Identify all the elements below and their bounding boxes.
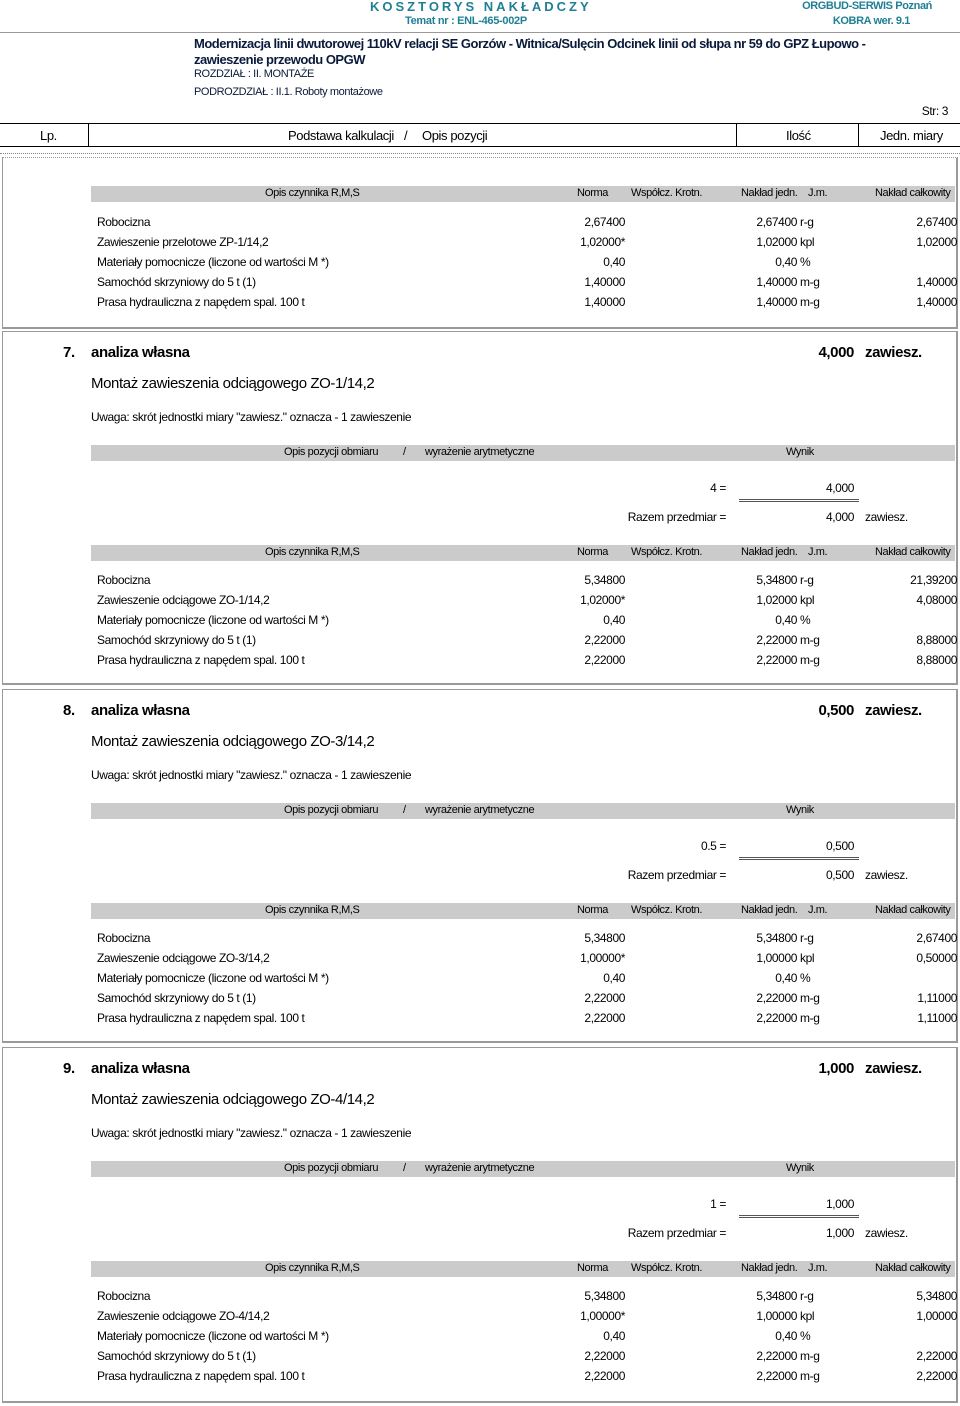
resource-naklad-calk: 5,34800 [916,1289,957,1303]
measure-sum-line [739,1215,859,1218]
resource-table-header [91,186,955,202]
resource-header-norma: Norma [577,546,609,558]
column-divider [858,124,859,146]
document-subject: Temat nr : ENL-465-002P [405,15,527,27]
col-podstawa: Podstawa kalkulacji [288,128,394,143]
position-block [2,1047,958,1403]
resource-naklad-jedn: 2,22000 [756,1011,797,1025]
measure-header-wynik: Wynik [786,1162,814,1174]
resource-name: Materiały pomocnicze (liczone od wartości M *) [97,613,329,627]
measure-result: 0,500 [825,839,854,853]
resource-row [97,235,959,255]
resource-unit: m-g [800,653,820,667]
total-measure-label: Razem przedmiar = [627,868,726,882]
resource-norma: 0,40 [603,613,625,627]
position-note: Uwaga: skrót jednostki miary "zawiesz." oznacza - 1 zawieszenie [91,410,412,424]
resource-header-opis: Opis czynnika R,M,S [265,904,360,916]
resource-header-opis: Opis czynnika R,M,S [265,546,360,558]
resource-unit: m-g [800,633,820,647]
resource-unit: r-g [800,215,814,229]
resource-row [97,633,959,653]
resource-header-opis: Opis czynnika R,M,S [265,1262,360,1274]
resource-header-wspolcz: Współcz. Krotn. [631,1262,703,1274]
resource-table-header [91,545,955,561]
measure-result: 4,000 [825,481,854,495]
resource-header-naklad-calk: Nakład całkowity [875,1262,951,1274]
resource-naklad-calk: 1,02000 [916,235,957,249]
measure-header-opis: Opis pozycji obmiaru [284,804,379,816]
position-number: 8. [63,702,75,719]
position-unit: zawiesz. [865,344,922,361]
resource-table-header [91,1261,955,1277]
resource-unit: % [800,255,811,269]
measure-table-header [91,1161,955,1177]
resource-name: Zawieszenie odciągowe ZO-3/14,2 [97,951,270,965]
resource-row [97,1369,959,1389]
resource-name: Robocizna [97,573,151,587]
resource-unit: r-g [800,573,814,587]
resource-norma: 1,02000* [580,235,625,249]
resource-norma: 0,40 [603,1329,625,1343]
resource-row [97,1329,959,1349]
resource-name: Samochód skrzyniowy do 5 t (1) [97,991,256,1005]
resource-unit: m-g [800,991,820,1005]
resource-naklad-calk: 1,40000 [916,275,957,289]
resource-header-norma: Norma [577,904,609,916]
resource-unit: kpl [800,235,815,249]
resource-row [97,593,959,613]
resource-header-norma: Norma [577,187,609,199]
position-unit: zawiesz. [865,1060,922,1077]
resource-naklad-jedn: 0,40 [775,613,797,627]
position-note: Uwaga: skrót jednostki miary "zawiesz." oznacza - 1 zawieszenie [91,768,412,782]
resource-name: Prasa hydrauliczna z napędem spal. 100 t [97,295,305,309]
resource-naklad-calk: 2,22000 [916,1349,957,1363]
resource-naklad-jedn: 5,34800 [756,931,797,945]
total-measure-value: 4,000 [825,510,854,524]
measure-header-wyrazenie: wyrażenie arytmetyczne [425,804,535,816]
measure-table-header [91,803,955,819]
resource-row [97,1349,959,1369]
column-header-bar [0,123,960,147]
resource-header-jm: J.m. [808,904,828,916]
total-measure-label: Razem przedmiar = [627,510,726,524]
resource-name: Prasa hydrauliczna z napędem spal. 100 t [97,653,305,667]
resource-header-naklad-jedn: Nakład jedn. [741,546,798,558]
resource-unit: r-g [800,1289,814,1303]
resource-naklad-jedn: 1,00000 [756,951,797,965]
position-quantity: 1,000 [818,1060,854,1077]
resource-header-naklad-jedn: Nakład jedn. [741,1262,798,1274]
measure-header-opis: Opis pozycji obmiaru [284,1162,379,1174]
resource-header-jm: J.m. [808,187,828,199]
measure-expression: 4 = [710,481,726,495]
position-quantity: 0,500 [818,702,854,719]
resource-naklad-jedn: 1,40000 [756,275,797,289]
resource-header-naklad-calk: Nakład całkowity [875,546,951,558]
resource-row [97,255,959,275]
resource-header-opis: Opis czynnika R,M,S [265,187,360,199]
resource-name: Materiały pomocnicze (liczone od wartości M *) [97,1329,329,1343]
total-measure-unit: zawiesz. [865,1226,908,1240]
resource-name: Robocizna [97,215,151,229]
resource-naklad-jedn: 0,40 [775,971,797,985]
resource-norma: 2,22000 [584,653,625,667]
col-ilosc: Ilość [786,128,811,143]
resource-naklad-calk: 1,00000 [916,1309,957,1323]
resource-header-jm: J.m. [808,546,828,558]
position-basis: analiza własna [91,1060,190,1077]
total-measure-label: Razem przedmiar = [627,1226,726,1240]
position-description: Montaż zawieszenia odciągowego ZO-4/14,2 [91,1091,375,1108]
resource-unit: % [800,1329,811,1343]
resource-row [97,653,959,673]
resource-norma: 1,00000* [580,1309,625,1323]
resource-row [97,1011,959,1031]
resource-row [97,1309,959,1329]
resource-row [97,971,959,991]
measure-header-wyrazenie: wyrażenie arytmetyczne [425,446,535,458]
resource-unit: % [800,613,811,627]
document-title: KOSZTORYS NAKŁADCZY [370,0,592,14]
resource-row [97,951,959,971]
resource-naklad-jedn: 2,22000 [756,1349,797,1363]
measure-header-wynik: Wynik [786,804,814,816]
measure-sum-line [739,857,859,860]
resource-naklad-calk: 21,39200 [910,573,957,587]
resource-norma: 2,22000 [584,991,625,1005]
resource-row [97,275,959,295]
position-block [2,689,958,1043]
resource-norma: 5,34800 [584,931,625,945]
resource-name: Samochód skrzyniowy do 5 t (1) [97,275,256,289]
resource-naklad-calk: 1,11000 [917,1011,957,1025]
resource-norma: 2,22000 [584,1011,625,1025]
resource-naklad-jedn: 1,02000 [756,593,797,607]
col-separator: / [404,128,408,143]
resource-norma: 1,40000 [584,295,625,309]
column-divider [736,124,737,146]
position-note: Uwaga: skrót jednostki miary "zawiesz." oznacza - 1 zawieszenie [91,1126,412,1140]
measure-result: 1,000 [825,1197,854,1211]
resource-naklad-jedn: 5,34800 [756,573,797,587]
measure-header-separator: / [403,446,406,458]
resource-row [97,931,959,951]
col-jedn: Jedn. miary [880,128,943,143]
resource-norma: 1,40000 [584,275,625,289]
total-measure-value: 1,000 [825,1226,854,1240]
position-description: Montaż zawieszenia odciągowego ZO-1/14,2 [91,375,375,392]
measure-expression: 1 = [710,1197,726,1211]
resource-naklad-jedn: 2,22000 [756,1369,797,1383]
subchapter-label: PODROZDZIAŁ : II.1. Roboty montażowe [194,86,383,98]
resource-header-naklad-jedn: Nakład jedn. [741,904,798,916]
resource-naklad-calk: 2,67400 [916,215,957,229]
measure-table-header [91,445,955,461]
resource-name: Zawieszenie przelotowe ZP-1/14,2 [97,235,269,249]
position-unit: zawiesz. [865,702,922,719]
resource-name: Prasa hydrauliczna z napędem spal. 100 t [97,1011,305,1025]
resource-naklad-jedn: 1,40000 [756,295,797,309]
measure-header-wyrazenie: wyrażenie arytmetyczne [425,1162,535,1174]
resource-naklad-calk: 1,11000 [917,991,957,1005]
resource-naklad-calk: 8,88000 [916,633,957,647]
resource-norma: 2,22000 [584,1369,625,1383]
resource-name: Samochód skrzyniowy do 5 t (1) [97,1349,256,1363]
resource-norma: 5,34800 [584,1289,625,1303]
resource-naklad-jedn: 0,40 [775,255,797,269]
position-number: 9. [63,1060,75,1077]
col-lp: Lp. [40,128,57,143]
measure-sum-line [739,499,859,502]
total-measure-value: 0,500 [825,868,854,882]
position-description: Montaż zawieszenia odciągowego ZO-3/14,2 [91,733,375,750]
resource-name: Zawieszenie odciągowe ZO-4/14,2 [97,1309,270,1323]
resource-name: Zawieszenie odciągowe ZO-1/14,2 [97,593,270,607]
resource-unit: r-g [800,931,814,945]
resource-row [97,295,959,315]
resource-name: Materiały pomocnicze (liczone od wartości M *) [97,971,329,985]
resource-row [97,1289,959,1309]
resource-name: Robocizna [97,931,151,945]
resource-table-header [91,903,955,919]
resource-header-wspolcz: Współcz. Krotn. [631,904,703,916]
resource-unit: m-g [800,1369,820,1383]
project-title: Modernizacja linii dwutorowej 110kV relacji SE Gorzów - Witnica/Sulęcin Odcinek linii od słupa nr 59 do GPZ Łupowo - zawieszenie przewodu OPGW [194,36,866,67]
resource-header-naklad-calk: Nakład całkowity [875,904,951,916]
resource-norma: 5,34800 [584,573,625,587]
resource-norma: 0,40 [603,255,625,269]
resource-name: Robocizna [97,1289,151,1303]
resource-norma: 1,02000* [580,593,625,607]
measure-header-separator: / [403,1162,406,1174]
resource-norma: 2,22000 [584,633,625,647]
resource-naklad-calk: 8,88000 [916,653,957,667]
header-divider [0,32,960,33]
resource-naklad-jedn: 1,02000 [756,235,797,249]
resource-header-naklad-jedn: Nakład jedn. [741,187,798,199]
resource-name: Prasa hydrauliczna z napędem spal. 100 t [97,1369,305,1383]
measure-header-opis: Opis pozycji obmiaru [284,446,379,458]
resource-header-wspolcz: Współcz. Krotn. [631,546,703,558]
position-continuation-block [2,157,958,329]
measure-expression: 0.5 = [700,839,726,853]
resource-header-naklad-calk: Nakład całkowity [875,187,951,199]
resource-unit: m-g [800,1011,820,1025]
resource-row [97,215,959,235]
resource-naklad-calk: 1,40000 [916,295,957,309]
resource-row [97,573,959,593]
measure-header-wynik: Wynik [786,446,814,458]
col-opis: Opis pozycji [422,128,488,143]
resource-naklad-jedn: 1,00000 [756,1309,797,1323]
resource-naklad-jedn: 5,34800 [756,1289,797,1303]
resource-naklad-jedn: 2,67400 [756,215,797,229]
resource-naklad-calk: 0,50000 [916,951,957,965]
resource-norma: 2,22000 [584,1349,625,1363]
resource-name: Materiały pomocnicze (liczone od wartości M *) [97,255,329,269]
resource-row [97,613,959,633]
resource-naklad-jedn: 2,22000 [756,653,797,667]
total-measure-unit: zawiesz. [865,868,908,882]
position-basis: analiza własna [91,344,190,361]
position-number: 7. [63,344,75,361]
resource-naklad-jedn: 0,40 [775,1329,797,1343]
resource-header-norma: Norma [577,1262,609,1274]
position-block [2,331,958,685]
software-version: KOBRA wer. 9.1 [832,15,910,27]
position-quantity: 4,000 [818,344,854,361]
resource-unit: kpl [800,593,815,607]
resource-naklad-calk: 2,22000 [916,1369,957,1383]
resource-naklad-jedn: 2,22000 [756,633,797,647]
position-basis: analiza własna [91,702,190,719]
resource-norma: 1,00000* [580,951,625,965]
resource-unit: kpl [800,951,815,965]
company-name: ORGBUD-SERWIS Poznań [802,0,932,12]
measure-header-separator: / [403,804,406,816]
resource-unit: m-g [800,1349,820,1363]
resource-norma: 0,40 [603,971,625,985]
column-divider [88,124,89,146]
resource-header-wspolcz: Współcz. Krotn. [631,187,703,199]
resource-unit: m-g [800,295,820,309]
total-measure-unit: zawiesz. [865,510,908,524]
dotted-divider [0,153,960,154]
resource-naklad-jedn: 2,22000 [756,991,797,1005]
chapter-label: ROZDZIAŁ : II. MONTAŻE [194,68,314,80]
resource-unit: kpl [800,1309,815,1323]
resource-name: Samochód skrzyniowy do 5 t (1) [97,633,256,647]
resource-naklad-calk: 4,08000 [916,593,957,607]
page-number: Str: 3 [921,104,948,118]
resource-header-jm: J.m. [808,1262,828,1274]
resource-unit: m-g [800,275,820,289]
resource-row [97,991,959,1011]
resource-norma: 2,67400 [584,215,625,229]
resource-naklad-calk: 2,67400 [916,931,957,945]
resource-unit: % [800,971,811,985]
